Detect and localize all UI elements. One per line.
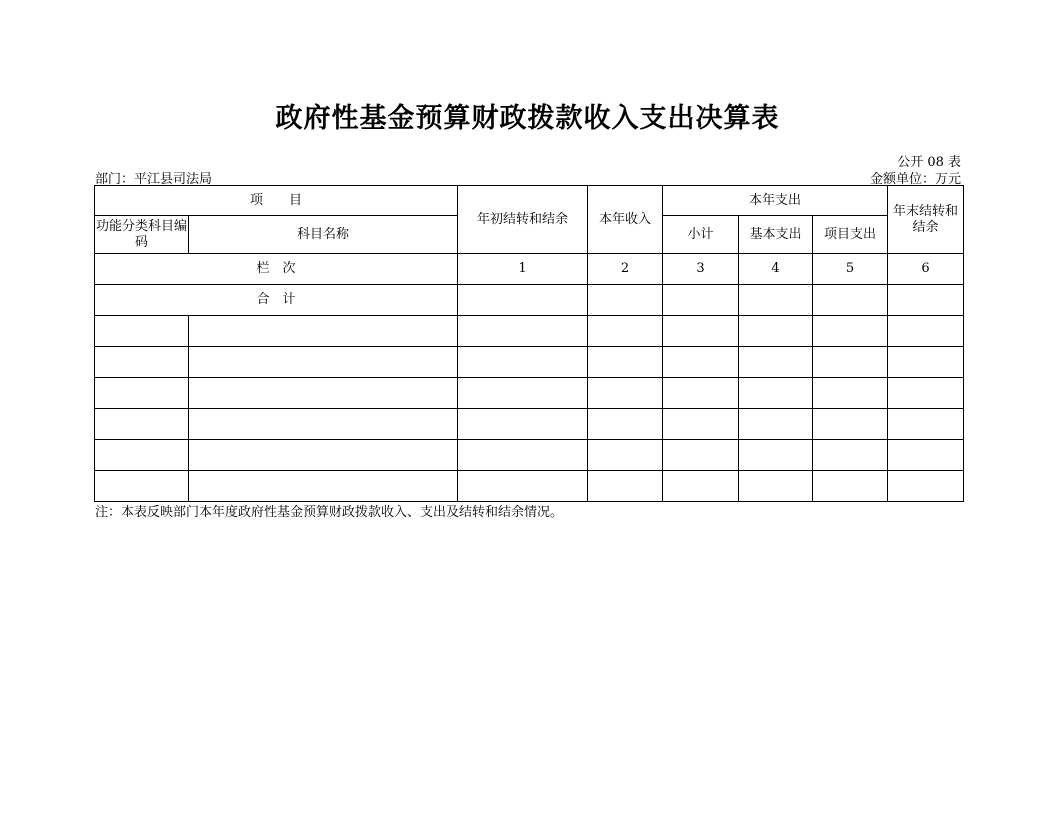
row-value-cell: [813, 471, 888, 502]
row-value-cell: [813, 316, 888, 347]
header-name: 科目名称: [189, 216, 458, 254]
row-value-cell: [458, 409, 588, 440]
header-income: 本年收入: [588, 186, 663, 254]
row-value-cell: [458, 316, 588, 347]
table-row: [95, 378, 964, 409]
row-code-cell: [95, 409, 189, 440]
total-cell: [813, 285, 888, 316]
row-name-cell: [189, 440, 458, 471]
header-closing-balance: 年末结转和结余: [888, 186, 964, 254]
header-opening-balance: 年初结转和结余: [458, 186, 588, 254]
row-value-cell: [663, 347, 739, 378]
row-value-cell: [739, 347, 813, 378]
row-value-cell: [888, 316, 964, 347]
header-expenditure: 本年支出: [663, 186, 888, 216]
column-index-label: 栏 次: [95, 254, 458, 285]
row-value-cell: [458, 378, 588, 409]
total-cell: [588, 285, 663, 316]
row-code-cell: [95, 316, 189, 347]
row-code-cell: [95, 378, 189, 409]
footnote: 注：本表反映部门本年度政府性基金预算财政拨款收入、支出及结转和结余情况。: [95, 505, 564, 520]
row-value-cell: [813, 347, 888, 378]
row-value-cell: [588, 440, 663, 471]
row-value-cell: [588, 378, 663, 409]
row-value-cell: [588, 409, 663, 440]
row-value-cell: [458, 440, 588, 471]
total-row: [95, 285, 964, 316]
header-item: 项 目: [95, 186, 458, 216]
row-name-cell: [189, 378, 458, 409]
row-value-cell: [888, 347, 964, 378]
row-value-cell: [588, 471, 663, 502]
column-number: 6: [888, 254, 964, 285]
row-value-cell: [813, 409, 888, 440]
row-value-cell: [739, 471, 813, 502]
column-number: 2: [588, 254, 663, 285]
total-cell: [739, 285, 813, 316]
row-value-cell: [888, 378, 964, 409]
row-value-cell: [458, 347, 588, 378]
table-row: [95, 409, 964, 440]
row-name-cell: [189, 471, 458, 502]
total-cell: [888, 285, 964, 316]
row-value-cell: [663, 471, 739, 502]
row-value-cell: [458, 471, 588, 502]
row-value-cell: [739, 409, 813, 440]
row-value-cell: [813, 440, 888, 471]
header-subtotal: 小计: [663, 216, 739, 254]
row-value-cell: [663, 378, 739, 409]
row-name-cell: [189, 316, 458, 347]
total-cell: [458, 285, 588, 316]
row-name-cell: [189, 347, 458, 378]
total-label: 合 计: [95, 285, 458, 316]
row-code-cell: [95, 440, 189, 471]
header-basic: 基本支出: [739, 216, 813, 254]
row-value-cell: [663, 316, 739, 347]
page-title: 政府性基金预算财政拨款收入支出决算表: [275, 103, 780, 134]
table-row: [95, 347, 964, 378]
table-row: [95, 440, 964, 471]
amount-unit-label: 金额单位：万元: [869, 172, 961, 187]
column-number: 5: [813, 254, 888, 285]
column-index-row: [95, 254, 964, 285]
row-code-cell: [95, 471, 189, 502]
row-value-cell: [663, 409, 739, 440]
department-label: 部门：平江县司法局: [95, 172, 213, 187]
row-name-cell: [189, 409, 458, 440]
column-number: 3: [663, 254, 739, 285]
row-value-cell: [888, 440, 964, 471]
column-number: 1: [458, 254, 588, 285]
form-number: 公开 08 表: [897, 155, 961, 170]
row-value-cell: [588, 316, 663, 347]
total-cell: [663, 285, 739, 316]
row-value-cell: [739, 316, 813, 347]
row-value-cell: [888, 409, 964, 440]
row-value-cell: [739, 440, 813, 471]
column-number: 4: [739, 254, 813, 285]
row-value-cell: [888, 471, 964, 502]
header-project: 项目支出: [813, 216, 888, 254]
table-row: [95, 471, 964, 502]
row-value-cell: [739, 378, 813, 409]
table-row: [95, 316, 964, 347]
header-code: 功能分类科目编码: [95, 216, 189, 254]
budget-table: [94, 185, 964, 502]
row-code-cell: [95, 347, 189, 378]
row-value-cell: [588, 347, 663, 378]
row-value-cell: [663, 440, 739, 471]
row-value-cell: [813, 378, 888, 409]
